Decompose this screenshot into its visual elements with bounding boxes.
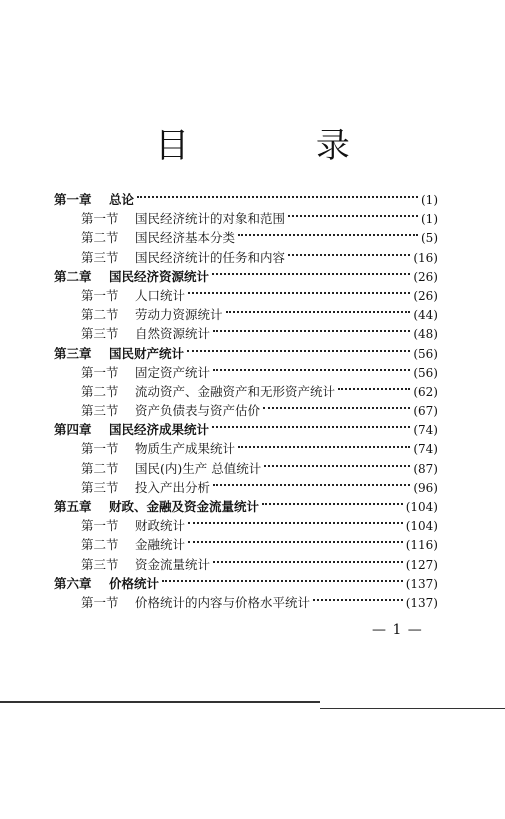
toc-entry-title: 投入产出分析 (135, 479, 211, 495)
toc-section-entry (54, 459, 438, 478)
table-of-contents (54, 190, 438, 612)
toc-entry-title: 价格统计 (109, 575, 160, 591)
toc-leader-dots (226, 310, 411, 313)
toc-leader-dots (238, 233, 418, 236)
toc-entry-page: (74) (413, 442, 438, 457)
toc-entry-title: 财政、金融及资金流量统计 (109, 499, 260, 514)
toc-entry-number: 第四章 (54, 422, 92, 438)
toc-chapter-entry (54, 344, 438, 363)
toc-entry-page: (96) (413, 480, 438, 495)
toc-entry-page: (56) (413, 365, 438, 380)
toc-leader-dots (338, 387, 410, 390)
toc-entry-number: 第二节 (81, 307, 119, 323)
toc-entry-page: (104) (405, 500, 438, 514)
toc-leader-dots (212, 272, 410, 275)
toc-entry-page: (62) (413, 384, 438, 399)
toc-chapter-entry (54, 420, 438, 439)
toc-entry-number: 第三节 (81, 249, 119, 265)
toc-section-entry (54, 593, 438, 612)
toc-entry-title: 劳动力资源统计 (135, 307, 223, 323)
page-number: — 1 — (372, 622, 423, 638)
toc-leader-dots (213, 483, 410, 486)
toc-entry-page: (137) (405, 576, 438, 591)
toc-section-entry (54, 305, 438, 324)
toc-entry-title: 资产负债表与资产估价 (135, 403, 261, 419)
scan-edge-line (0, 701, 320, 703)
toc-entry-page: (67) (413, 404, 438, 419)
toc-entry-title: 财政统计 (135, 518, 186, 534)
toc-section-entry (54, 439, 438, 458)
toc-section-entry (54, 248, 438, 267)
toc-entry-title: 自然资源统计 (135, 326, 211, 342)
toc-leader-dots (313, 598, 403, 601)
toc-section-entry (54, 478, 438, 497)
toc-entry-number: 第一节 (81, 211, 119, 227)
toc-chapter-entry (54, 497, 438, 516)
toc-leader-dots (288, 253, 410, 256)
toc-entry-title: 国民经济资源统计 (109, 268, 210, 284)
toc-entry-title: 国民经济成果统计 (109, 422, 210, 438)
toc-leader-dots (213, 329, 410, 332)
toc-entry-title: 流动资产、金融资产和无形资产统计 (135, 383, 336, 399)
toc-section-entry (54, 535, 438, 554)
toc-leader-dots (188, 521, 403, 524)
toc-section-entry (54, 555, 438, 574)
toc-entry-number: 第二节 (81, 383, 119, 399)
scan-edge-line (320, 708, 505, 709)
toc-entry-title: 资金流量统计 (135, 556, 211, 572)
toc-entry-title: 国民(内)生产 总值统计 (135, 460, 262, 476)
toc-entry-page: (127) (405, 557, 438, 572)
toc-entry-page: (26) (413, 269, 438, 284)
toc-leader-dots (162, 579, 403, 582)
toc-entry-number: 第三节 (81, 479, 119, 495)
toc-entry-number: 第一节 (81, 364, 119, 380)
toc-entry-page: (87) (413, 461, 438, 476)
toc-leader-dots (188, 291, 410, 294)
toc-section-entry (54, 382, 438, 401)
toc-entry-page: (1) (421, 193, 438, 207)
toc-entry-page: (48) (413, 327, 438, 342)
toc-entry-page: (116) (405, 538, 438, 553)
toc-leader-dots (213, 560, 403, 563)
toc-section-entry (54, 286, 438, 305)
toc-leader-dots (213, 368, 410, 371)
toc-entry-number: 第三章 (54, 345, 92, 361)
toc-entry-number: 第二节 (81, 230, 119, 246)
toc-entry-number: 第一节 (81, 287, 119, 303)
toc-entry-number: 第一节 (81, 518, 119, 534)
toc-section-entry (54, 401, 438, 420)
page-title: 目 录 (155, 126, 408, 166)
toc-entry-number: 第二节 (81, 460, 119, 476)
toc-entry-number: 第三节 (81, 326, 119, 342)
toc-entry-title: 物质生产成果统计 (135, 441, 236, 457)
toc-entry-number: 第二章 (54, 268, 92, 284)
toc-entry-number: 第一章 (54, 192, 92, 207)
toc-leader-dots (137, 195, 418, 198)
toc-entry-page: (104) (405, 519, 438, 534)
toc-entry-title: 国民经济基本分类 (135, 230, 236, 246)
toc-entry-number: 第一节 (81, 594, 119, 610)
toc-leader-dots (288, 214, 418, 217)
toc-chapter-entry (54, 190, 438, 209)
toc-leader-dots (212, 425, 410, 428)
toc-entry-number: 第二节 (81, 537, 119, 553)
toc-entry-page: (26) (413, 288, 438, 303)
toc-entry-title: 金融统计 (135, 537, 186, 553)
toc-entry-title: 国民经济统计的对象和范围 (135, 211, 286, 227)
toc-leader-dots (264, 464, 410, 467)
toc-chapter-entry (54, 574, 438, 593)
toc-entry-number: 第五章 (54, 499, 92, 514)
toc-section-entry (54, 228, 438, 247)
toc-entry-number: 第三节 (81, 403, 119, 419)
toc-entry-page: (44) (413, 308, 438, 323)
toc-chapter-entry (54, 267, 438, 286)
toc-leader-dots (188, 540, 403, 543)
toc-entry-page: (1) (421, 212, 438, 227)
toc-entry-number: 第一节 (81, 441, 119, 457)
toc-entry-page: (5) (421, 231, 438, 246)
toc-leader-dots (187, 349, 410, 352)
toc-entry-title: 总论 (109, 192, 135, 207)
toc-entry-page: (74) (413, 423, 438, 438)
toc-section-entry (54, 324, 438, 343)
toc-section-entry (54, 209, 438, 228)
toc-leader-dots (263, 406, 410, 409)
toc-section-entry (54, 516, 438, 535)
toc-leader-dots (238, 445, 410, 448)
toc-entry-number: 第六章 (54, 575, 92, 591)
toc-entry-title: 人口统计 (135, 287, 186, 303)
toc-entry-title: 固定资产统计 (135, 364, 211, 380)
toc-entry-title: 价格统计的内容与价格水平统计 (135, 594, 311, 610)
toc-leader-dots (262, 502, 403, 505)
toc-entry-title: 国民经济统计的任务和内容 (135, 249, 286, 265)
toc-entry-title: 国民财产统计 (109, 345, 185, 361)
toc-entry-page: (137) (405, 595, 438, 610)
toc-entry-page: (56) (413, 346, 438, 361)
toc-entry-number: 第三节 (81, 556, 119, 572)
toc-entry-page: (16) (413, 250, 438, 265)
toc-section-entry (54, 363, 438, 382)
